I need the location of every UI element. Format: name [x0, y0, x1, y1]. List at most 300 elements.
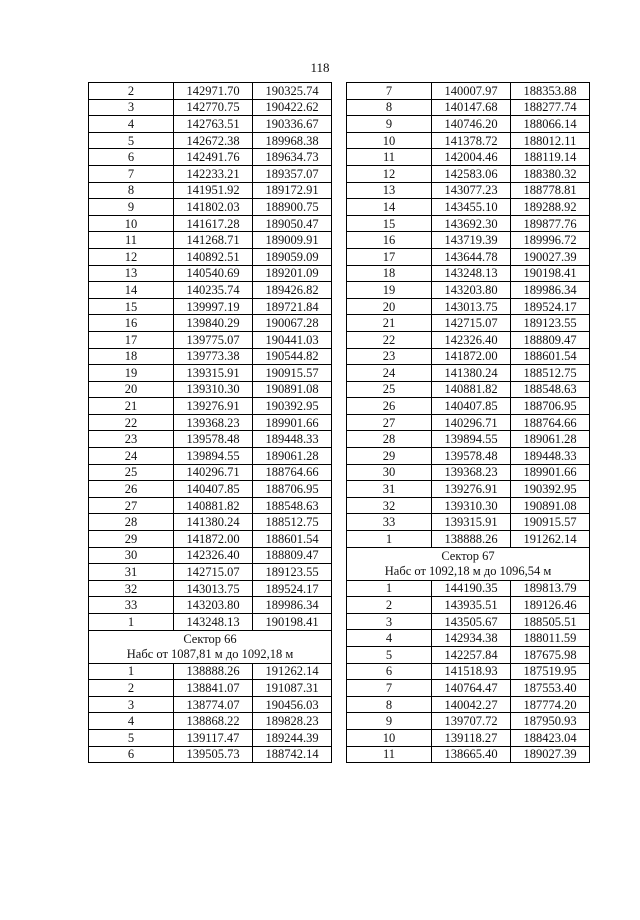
point-number-cell: 4 [89, 713, 174, 730]
y-coordinate-cell: 190325.74 [253, 83, 332, 100]
y-coordinate-cell: 188512.75 [253, 514, 332, 531]
y-coordinate-cell: 189123.55 [253, 564, 332, 581]
x-coordinate-cell: 142770.75 [174, 99, 253, 116]
y-coordinate-cell: 190392.95 [511, 481, 590, 498]
y-coordinate-cell: 189721.84 [253, 298, 332, 315]
x-coordinate-cell: 139368.23 [432, 464, 511, 481]
y-coordinate-cell: 190544.82 [253, 348, 332, 365]
table-row [347, 149, 590, 166]
point-number-cell: 20 [347, 298, 432, 315]
point-number-cell: 12 [347, 165, 432, 182]
x-coordinate-cell: 140235.74 [174, 282, 253, 299]
point-number-cell: 11 [347, 149, 432, 166]
x-coordinate-cell: 143203.80 [174, 597, 253, 614]
y-coordinate-cell: 188119.14 [511, 149, 590, 166]
point-number-cell: 7 [89, 165, 174, 182]
x-coordinate-cell: 143013.75 [174, 580, 253, 597]
x-coordinate-cell: 142715.07 [432, 315, 511, 332]
x-coordinate-cell: 142971.70 [174, 83, 253, 100]
table-row [347, 514, 590, 531]
y-coordinate-cell: 189059.09 [253, 248, 332, 265]
table-row [89, 481, 332, 498]
x-coordinate-cell: 139578.48 [174, 431, 253, 448]
table-row [89, 381, 332, 398]
x-coordinate-cell: 140746.20 [432, 116, 511, 133]
y-coordinate-cell: 188764.66 [511, 414, 590, 431]
point-number-cell: 31 [89, 564, 174, 581]
x-coordinate-cell: 141872.00 [174, 531, 253, 548]
point-number-cell: 23 [347, 348, 432, 365]
y-coordinate-cell: 188601.54 [511, 348, 590, 365]
x-coordinate-cell: 142672.38 [174, 132, 253, 149]
table-row [89, 597, 332, 614]
point-number-cell: 15 [347, 215, 432, 232]
x-coordinate-cell: 141802.03 [174, 199, 253, 216]
table-row [347, 165, 590, 182]
table-row [89, 514, 332, 531]
table-row [89, 348, 332, 365]
table-row [89, 531, 332, 548]
point-number-cell: 32 [89, 580, 174, 597]
y-coordinate-cell: 187675.98 [511, 647, 590, 664]
point-number-cell: 13 [347, 182, 432, 199]
x-coordinate-cell: 143248.13 [432, 265, 511, 282]
x-coordinate-cell: 141380.24 [432, 365, 511, 382]
point-number-cell: 16 [89, 315, 174, 332]
sector-header-row [89, 630, 332, 663]
x-coordinate-cell: 141617.28 [174, 215, 253, 232]
x-coordinate-cell: 139368.23 [174, 414, 253, 431]
table-row [347, 331, 590, 348]
y-coordinate-cell: 190422.62 [253, 99, 332, 116]
x-coordinate-cell: 138888.26 [432, 531, 511, 548]
point-number-cell: 23 [89, 431, 174, 448]
table-row [347, 497, 590, 514]
x-coordinate-cell: 143505.67 [432, 613, 511, 630]
x-coordinate-cell: 142715.07 [174, 564, 253, 581]
point-number-cell: 11 [347, 746, 432, 763]
table-row [347, 713, 590, 730]
point-number-cell: 14 [89, 282, 174, 299]
table-row [347, 597, 590, 614]
table-row [347, 613, 590, 630]
point-number-cell: 8 [347, 99, 432, 116]
x-coordinate-cell: 140296.71 [174, 464, 253, 481]
y-coordinate-cell: 187950.93 [511, 713, 590, 730]
x-coordinate-cell: 138888.26 [174, 663, 253, 680]
point-number-cell: 6 [89, 746, 174, 763]
y-coordinate-cell: 188011.59 [511, 630, 590, 647]
y-coordinate-cell: 189027.39 [511, 746, 590, 763]
y-coordinate-cell: 189172.91 [253, 182, 332, 199]
x-coordinate-cell: 140881.82 [432, 381, 511, 398]
sector-title: Сектор 67 [441, 548, 495, 563]
x-coordinate-cell: 139315.91 [174, 365, 253, 382]
x-coordinate-cell: 141872.00 [432, 348, 511, 365]
x-coordinate-cell: 143077.23 [432, 182, 511, 199]
table-row [347, 481, 590, 498]
table-row [347, 83, 590, 100]
table-row [89, 83, 332, 100]
x-coordinate-cell: 143203.80 [432, 282, 511, 299]
y-coordinate-cell: 188809.47 [511, 331, 590, 348]
x-coordinate-cell: 142326.40 [174, 547, 253, 564]
y-coordinate-cell: 190891.08 [511, 497, 590, 514]
point-number-cell: 1 [89, 614, 174, 631]
x-coordinate-cell: 139276.91 [432, 481, 511, 498]
y-coordinate-cell: 190915.57 [253, 365, 332, 382]
table-row [347, 630, 590, 647]
y-coordinate-cell: 189986.34 [253, 597, 332, 614]
point-number-cell: 10 [89, 215, 174, 232]
point-number-cell: 11 [89, 232, 174, 249]
table-row [347, 398, 590, 415]
point-number-cell: 5 [89, 729, 174, 746]
x-coordinate-cell: 140892.51 [174, 248, 253, 265]
table-row [347, 315, 590, 332]
table-row [89, 282, 332, 299]
y-coordinate-cell: 190198.41 [511, 265, 590, 282]
point-number-cell: 7 [347, 680, 432, 697]
table-row [89, 99, 332, 116]
point-number-cell: 17 [347, 248, 432, 265]
table-row [347, 365, 590, 382]
table-row [347, 348, 590, 365]
table-row [89, 431, 332, 448]
table-row [347, 580, 590, 597]
y-coordinate-cell: 189126.46 [511, 597, 590, 614]
table-row [89, 564, 332, 581]
x-coordinate-cell: 139315.91 [432, 514, 511, 531]
y-coordinate-cell: 189201.09 [253, 265, 332, 282]
point-number-cell: 24 [89, 448, 174, 465]
x-coordinate-cell: 139118.27 [432, 729, 511, 746]
x-coordinate-cell: 140540.69 [174, 265, 253, 282]
y-coordinate-cell: 189050.47 [253, 215, 332, 232]
table-row [347, 248, 590, 265]
table-row [347, 298, 590, 315]
point-number-cell: 25 [347, 381, 432, 398]
x-coordinate-cell: 142326.40 [432, 331, 511, 348]
point-number-cell: 2 [347, 597, 432, 614]
table-row [89, 315, 332, 332]
point-number-cell: 31 [347, 481, 432, 498]
point-number-cell: 10 [347, 132, 432, 149]
x-coordinate-cell: 139276.91 [174, 398, 253, 415]
y-coordinate-cell: 190067.28 [253, 315, 332, 332]
page-number: 118 [310, 60, 330, 75]
sector-range: Набс от 1092,18 м до 1096,54 м [384, 563, 552, 578]
table-row [89, 464, 332, 481]
x-coordinate-cell: 143248.13 [174, 614, 253, 631]
point-number-cell: 28 [89, 514, 174, 531]
point-number-cell: 13 [89, 265, 174, 282]
table-row [347, 199, 590, 216]
point-number-cell: 5 [347, 647, 432, 664]
y-coordinate-cell: 189061.28 [253, 448, 332, 465]
table-row [347, 746, 590, 763]
table-row [89, 215, 332, 232]
x-coordinate-cell: 138774.07 [174, 696, 253, 713]
table-row [347, 132, 590, 149]
table-row [347, 729, 590, 746]
y-coordinate-cell: 189061.28 [511, 431, 590, 448]
y-coordinate-cell: 188778.81 [511, 182, 590, 199]
x-coordinate-cell: 139997.19 [174, 298, 253, 315]
point-number-cell: 26 [347, 398, 432, 415]
y-coordinate-cell: 187519.95 [511, 663, 590, 680]
y-coordinate-cell: 188742.14 [253, 746, 332, 763]
point-number-cell: 26 [89, 481, 174, 498]
x-coordinate-cell: 139505.73 [174, 746, 253, 763]
y-coordinate-cell: 189288.92 [511, 199, 590, 216]
x-coordinate-cell: 142004.46 [432, 149, 511, 166]
table-row [89, 580, 332, 597]
y-coordinate-cell: 188601.54 [253, 531, 332, 548]
sector-range: Набс от 1087,81 м до 1092,18 м [126, 646, 294, 661]
x-coordinate-cell: 140296.71 [432, 414, 511, 431]
table-row [347, 680, 590, 697]
x-coordinate-cell: 141268.71 [174, 232, 253, 249]
point-number-cell: 3 [89, 99, 174, 116]
y-coordinate-cell: 190441.03 [253, 331, 332, 348]
x-coordinate-cell: 139894.55 [174, 448, 253, 465]
y-coordinate-cell: 190027.39 [511, 248, 590, 265]
point-number-cell: 18 [347, 265, 432, 282]
x-coordinate-cell: 139775.07 [174, 331, 253, 348]
point-number-cell: 9 [347, 116, 432, 133]
y-coordinate-cell: 189123.55 [511, 315, 590, 332]
point-number-cell: 27 [347, 414, 432, 431]
table-row [89, 248, 332, 265]
y-coordinate-cell: 189426.82 [253, 282, 332, 299]
point-number-cell: 9 [347, 713, 432, 730]
x-coordinate-cell: 139773.38 [174, 348, 253, 365]
point-number-cell: 33 [347, 514, 432, 531]
y-coordinate-cell: 189986.34 [511, 282, 590, 299]
y-coordinate-cell: 189828.23 [253, 713, 332, 730]
point-number-cell: 4 [347, 630, 432, 647]
point-number-cell: 29 [347, 448, 432, 465]
table-row [89, 149, 332, 166]
x-coordinate-cell: 141951.92 [174, 182, 253, 199]
point-number-cell: 20 [89, 381, 174, 398]
y-coordinate-cell: 189524.17 [253, 580, 332, 597]
point-number-cell: 3 [89, 696, 174, 713]
point-number-cell: 1 [347, 580, 432, 597]
y-coordinate-cell: 190392.95 [253, 398, 332, 415]
table-row [89, 713, 332, 730]
point-number-cell: 5 [89, 132, 174, 149]
point-number-cell: 18 [89, 348, 174, 365]
point-number-cell: 1 [347, 531, 432, 548]
table-row [89, 547, 332, 564]
table-row [89, 132, 332, 149]
point-number-cell: 2 [89, 680, 174, 697]
table-row [89, 116, 332, 133]
point-number-cell: 7 [347, 83, 432, 100]
x-coordinate-cell: 143692.30 [432, 215, 511, 232]
y-coordinate-cell: 188706.95 [253, 481, 332, 498]
point-number-cell: 17 [89, 331, 174, 348]
coordinates-table-left [88, 82, 332, 763]
point-number-cell: 12 [89, 248, 174, 265]
point-number-cell: 6 [347, 663, 432, 680]
point-number-cell: 21 [89, 398, 174, 415]
point-number-cell: 22 [89, 414, 174, 431]
x-coordinate-cell: 142257.84 [432, 647, 511, 664]
y-coordinate-cell: 190915.57 [511, 514, 590, 531]
x-coordinate-cell: 140147.68 [432, 99, 511, 116]
table-row [347, 464, 590, 481]
y-coordinate-cell: 188512.75 [511, 365, 590, 382]
table-row [347, 381, 590, 398]
y-coordinate-cell: 191087.31 [253, 680, 332, 697]
y-coordinate-cell: 191262.14 [253, 663, 332, 680]
table-row [89, 182, 332, 199]
x-coordinate-cell: 140407.85 [432, 398, 511, 415]
table-row [89, 414, 332, 431]
table-row [89, 696, 332, 713]
x-coordinate-cell: 140007.97 [432, 83, 511, 100]
table-row [89, 729, 332, 746]
table-row [347, 663, 590, 680]
x-coordinate-cell: 141518.93 [432, 663, 511, 680]
table-row [89, 614, 332, 631]
x-coordinate-cell: 143935.51 [432, 597, 511, 614]
x-coordinate-cell: 143013.75 [432, 298, 511, 315]
y-coordinate-cell: 189877.76 [511, 215, 590, 232]
table-row [89, 746, 332, 763]
x-coordinate-cell: 139310.30 [432, 497, 511, 514]
x-coordinate-cell: 141378.72 [432, 132, 511, 149]
table-row [347, 116, 590, 133]
table-row [89, 663, 332, 680]
x-coordinate-cell: 144190.35 [432, 580, 511, 597]
sector-title: Сектор 66 [183, 631, 237, 646]
y-coordinate-cell: 188706.95 [511, 398, 590, 415]
y-coordinate-cell: 187774.20 [511, 696, 590, 713]
x-coordinate-cell: 139707.72 [432, 713, 511, 730]
sector-header-row [347, 547, 590, 580]
point-number-cell: 1 [89, 663, 174, 680]
x-coordinate-cell: 140881.82 [174, 497, 253, 514]
y-coordinate-cell: 188012.11 [511, 132, 590, 149]
y-coordinate-cell: 190336.67 [253, 116, 332, 133]
y-coordinate-cell: 188548.63 [253, 497, 332, 514]
table-row [347, 215, 590, 232]
point-number-cell: 29 [89, 531, 174, 548]
y-coordinate-cell: 189524.17 [511, 298, 590, 315]
x-coordinate-cell: 142763.51 [174, 116, 253, 133]
x-coordinate-cell: 139117.47 [174, 729, 253, 746]
y-coordinate-cell: 189996.72 [511, 232, 590, 249]
point-number-cell: 8 [347, 696, 432, 713]
point-number-cell: 10 [347, 729, 432, 746]
y-coordinate-cell: 188066.14 [511, 116, 590, 133]
y-coordinate-cell: 189244.39 [253, 729, 332, 746]
x-coordinate-cell: 139310.30 [174, 381, 253, 398]
y-coordinate-cell: 188380.32 [511, 165, 590, 182]
point-number-cell: 27 [89, 497, 174, 514]
table-row [89, 365, 332, 382]
y-coordinate-cell: 190891.08 [253, 381, 332, 398]
table-row [347, 431, 590, 448]
y-coordinate-cell: 191262.14 [511, 531, 590, 548]
point-number-cell: 8 [89, 182, 174, 199]
x-coordinate-cell: 139578.48 [432, 448, 511, 465]
y-coordinate-cell: 188353.88 [511, 83, 590, 100]
point-number-cell: 28 [347, 431, 432, 448]
y-coordinate-cell: 189448.33 [511, 448, 590, 465]
x-coordinate-cell: 142583.06 [432, 165, 511, 182]
point-number-cell: 15 [89, 298, 174, 315]
table-row [347, 282, 590, 299]
y-coordinate-cell: 188277.74 [511, 99, 590, 116]
sector-header [89, 630, 332, 663]
y-coordinate-cell: 189968.38 [253, 132, 332, 149]
point-number-cell: 19 [89, 365, 174, 382]
x-coordinate-cell: 141380.24 [174, 514, 253, 531]
sector-header [347, 547, 590, 580]
point-number-cell: 6 [89, 149, 174, 166]
table-row [89, 448, 332, 465]
y-coordinate-cell: 190456.03 [253, 696, 332, 713]
point-number-cell: 22 [347, 331, 432, 348]
point-number-cell: 2 [89, 83, 174, 100]
table-row [347, 531, 590, 548]
point-number-cell: 4 [89, 116, 174, 133]
y-coordinate-cell: 189448.33 [253, 431, 332, 448]
y-coordinate-cell: 188505.51 [511, 613, 590, 630]
table-row [89, 232, 332, 249]
x-coordinate-cell: 138665.40 [432, 746, 511, 763]
x-coordinate-cell: 139894.55 [432, 431, 511, 448]
x-coordinate-cell: 140407.85 [174, 481, 253, 498]
y-coordinate-cell: 189901.66 [511, 464, 590, 481]
y-coordinate-cell: 188548.63 [511, 381, 590, 398]
x-coordinate-cell: 140764.47 [432, 680, 511, 697]
y-coordinate-cell: 187553.40 [511, 680, 590, 697]
y-coordinate-cell: 190198.41 [253, 614, 332, 631]
x-coordinate-cell: 139840.29 [174, 315, 253, 332]
y-coordinate-cell: 189634.73 [253, 149, 332, 166]
table-row [89, 199, 332, 216]
point-number-cell: 21 [347, 315, 432, 332]
table-row [89, 331, 332, 348]
point-number-cell: 9 [89, 199, 174, 216]
table-row [347, 696, 590, 713]
table-row [347, 99, 590, 116]
y-coordinate-cell: 188764.66 [253, 464, 332, 481]
y-coordinate-cell: 188809.47 [253, 547, 332, 564]
table-row [347, 448, 590, 465]
y-coordinate-cell: 189009.91 [253, 232, 332, 249]
table-row [347, 232, 590, 249]
x-coordinate-cell: 140042.27 [432, 696, 511, 713]
point-number-cell: 24 [347, 365, 432, 382]
y-coordinate-cell: 188423.04 [511, 729, 590, 746]
point-number-cell: 19 [347, 282, 432, 299]
table-row [347, 265, 590, 282]
point-number-cell: 30 [347, 464, 432, 481]
table-row [347, 182, 590, 199]
y-coordinate-cell: 189813.79 [511, 580, 590, 597]
table-row [89, 398, 332, 415]
y-coordinate-cell: 189357.07 [253, 165, 332, 182]
table-row [89, 298, 332, 315]
x-coordinate-cell: 143644.78 [432, 248, 511, 265]
